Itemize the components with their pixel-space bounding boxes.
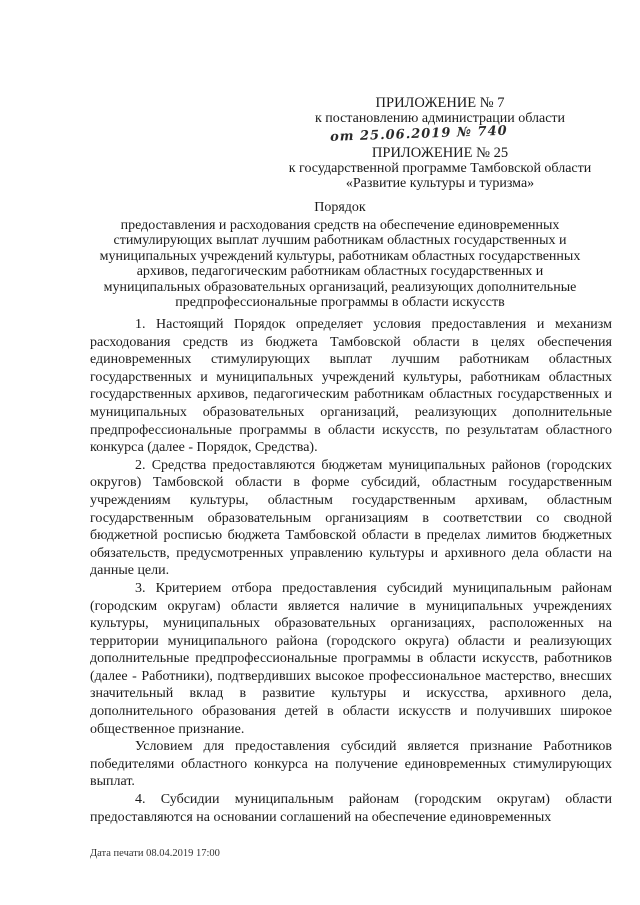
- paragraph-4: 4. Субсидии муниципальным районам (городским округам) области предоставляются на основании соглашений на обеспечение единовременных: [90, 792, 612, 825]
- order-subtitle-line: архивов, педагогическим работникам областных государственных и: [136, 264, 544, 279]
- program-reference: к государственной программе Тамбовской области: [288, 161, 592, 176]
- print-date: Дата печати 08.04.2019 17:00: [90, 848, 220, 859]
- appendix-header: [270, 96, 610, 191]
- paragraph-condition: Условием для предоставления субсидий является признание Работников победителями областного конкурса на получение единовременных стимулирующих выплат.: [90, 739, 612, 790]
- handwritten-date: от 25.06.2019 № 740: [329, 123, 508, 145]
- order-subtitle-line: муниципальных образовательных организаций, реализующих дополнительные: [103, 279, 577, 295]
- order-title: Порядок: [314, 200, 366, 215]
- resolution-reference: к постановлению администрации области: [314, 111, 566, 126]
- paragraph-1: 1. Настоящий Порядок определяет условия предоставления и механизм расходования средств из бюджета Тамбовской области в целях обеспечения единовременных стимулирующих выплат лучшим работникам областных государственных и муниципальных учреждений культуры, работникам областных государственных архивов, педагогическим работникам областных государственных и муниципальных образовательных организаций, реализующих дополнительные предпрофессиональные программы в области искусств, по результатам областного конкурса (далее - Порядок, Средства).: [90, 317, 612, 456]
- appendix-7-title: ПРИЛОЖЕНИЕ № 7: [375, 95, 505, 111]
- order-subtitle-line: муниципальных учреждений культуры, работникам областных государственных: [99, 248, 581, 264]
- order-heading: [80, 200, 600, 311]
- order-subtitle-line: предоставления и расходования средств на обеспечение единовременных: [120, 217, 560, 233]
- document-body: [90, 316, 612, 826]
- paragraph-3: 3. Критерием отбора предоставления субсидий муниципальным районам (городским округам) области является наличие в муниципальных учреждениях культуры, муниципальных образовательных организациях, расположенных на территории муниципального района (городского округа) области и реализующих дополнительные предпрофессиональные программы в области искусств, работников (далее - Работники), подтвердивших высокое профессиональное мастерство, внесших значительный вклад в развитие культуры и искусства, архивного дела, дополнительного образования детей в области искусств и получивших широкое общественное признание.: [90, 580, 612, 737]
- program-name: «Развитие культуры и туризма»: [345, 176, 535, 191]
- order-subtitle-line: стимулирующих выплат лучшим работникам областных государственных и: [113, 233, 567, 248]
- order-subtitle-line: предпрофессиональные программы в области искусств: [175, 295, 505, 310]
- paragraph-2: 2. Средства предоставляются бюджетам муниципальных районов (городских округов) Тамбовской области в форме субсидий, областным государственным учреждениям культуры, областным государственным архивам, областным государственным образовательным организациям в соответствии со сводной бюджетной росписью бюджета Тамбовской области в пределах лимитов бюджетных обязательств, предусмотренных управлению культуры и архивного дела области на данные цели.: [90, 457, 612, 579]
- appendix-25-title: ПРИЛОЖЕНИЕ № 25: [371, 145, 509, 161]
